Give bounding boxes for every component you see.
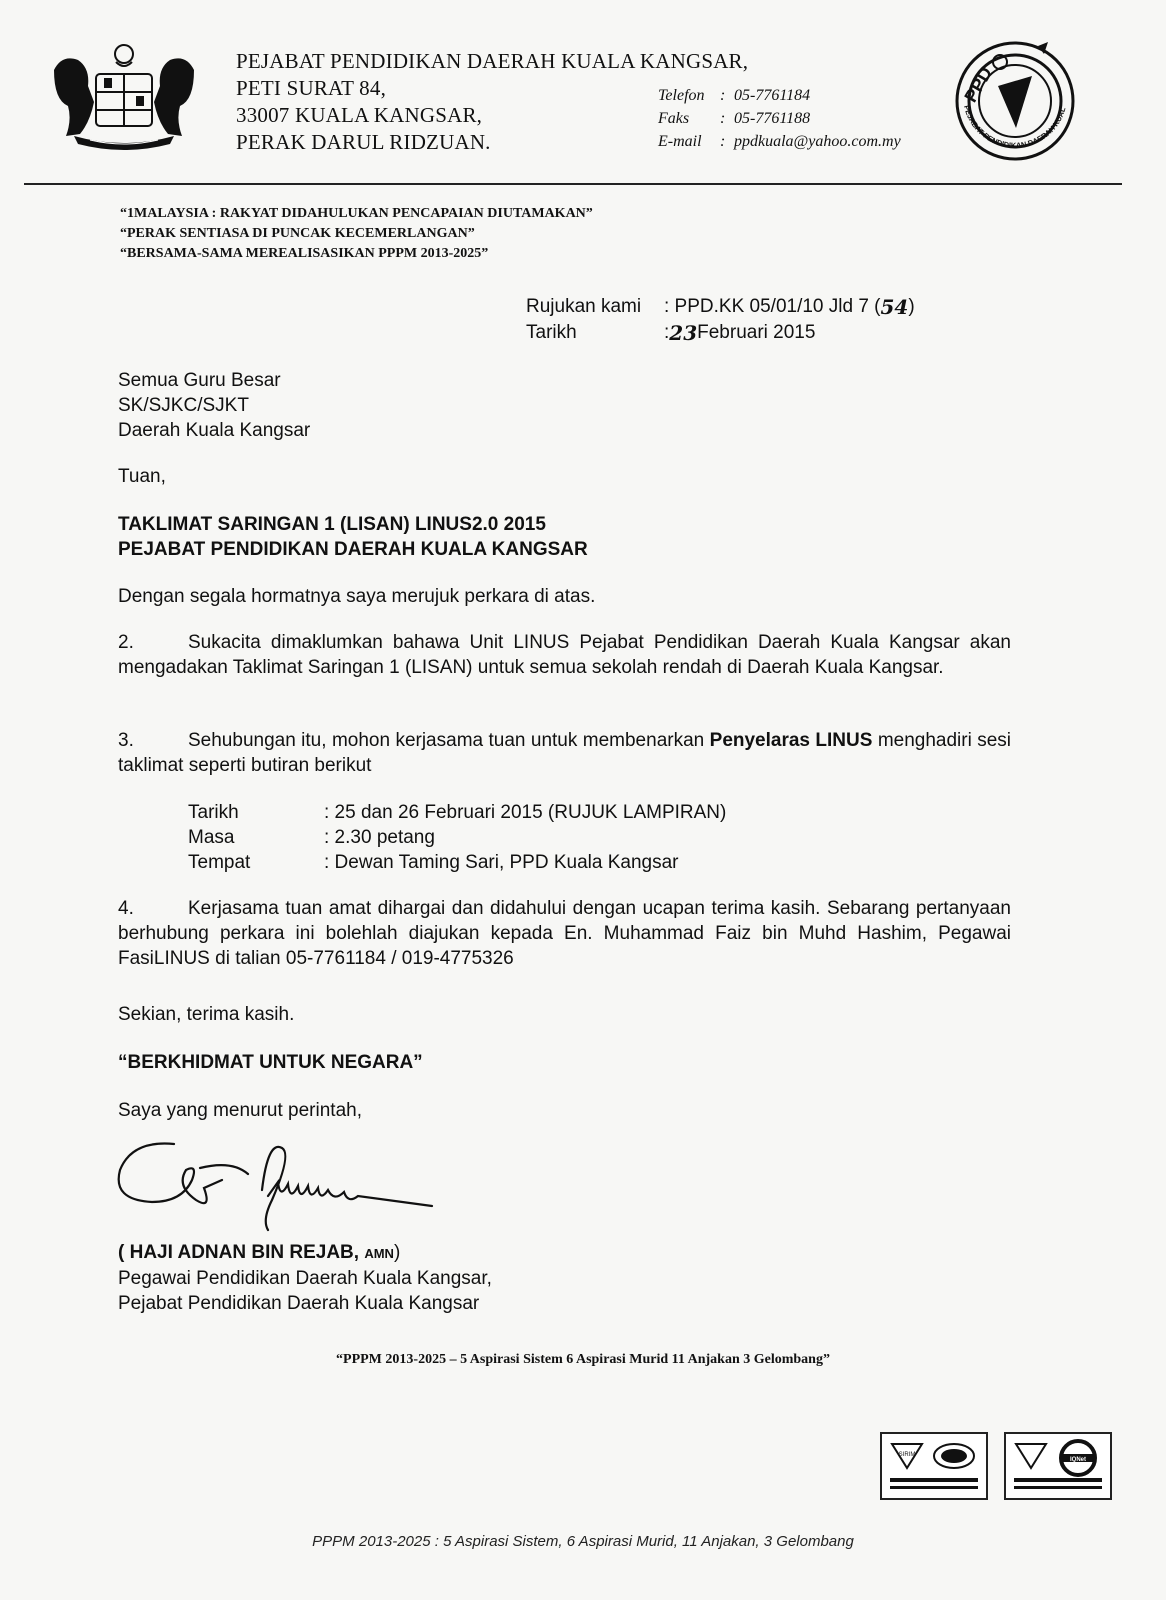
reference-handwritten: 54 bbox=[880, 295, 909, 319]
briefing-details bbox=[188, 800, 726, 875]
cert-label: IQNet bbox=[1069, 1457, 1087, 1463]
signatory-title: Pegawai Pendidikan Daerah Kuala Kangsar, bbox=[118, 1268, 492, 1289]
recipient-block bbox=[118, 368, 1011, 443]
header-divider bbox=[24, 183, 1122, 185]
date-row bbox=[526, 320, 915, 346]
signatory-name: ( HAJI ADNAN BIN REJAB, bbox=[118, 1242, 365, 1263]
letterhead-contact bbox=[658, 84, 901, 153]
reference-label: Rujukan kami bbox=[526, 296, 642, 317]
address-line: PERAK DARUL RIDZUAN. bbox=[236, 130, 491, 154]
signatory-block bbox=[118, 1240, 1011, 1316]
subject-line: TAKLIMAT SARINGAN 1 (LISAN) LINUS2.0 2015 bbox=[118, 514, 546, 535]
contact-row bbox=[658, 130, 901, 153]
paragraph-text: Sehubungan itu, mohon kerjasama tuan untuk membenarkan bbox=[188, 730, 710, 751]
sirim-cert-badge bbox=[880, 1432, 988, 1500]
paragraph-3 bbox=[118, 728, 1011, 778]
signatory-name-line bbox=[118, 1240, 1011, 1266]
coat-of-arms-logo bbox=[44, 40, 204, 155]
ppd-logo-ring-text: PEJABAT PENDIDIKAN DAERAH KUAL bbox=[961, 104, 1068, 150]
paragraph-bold: Penyelaras LINUS bbox=[709, 730, 873, 751]
contact-sep: : bbox=[720, 133, 726, 150]
signatory-close: ) bbox=[393, 1242, 401, 1263]
paragraph-text: Kerjasama tuan amat dihargai dan didahului dengan ucapan terima kasih. Sebarang pertanyaan berhubung perkara ini bolehlah diajukan kepada En. Muhammad Faiz bin Muhd Hashim, Pegawai FasiLINUS di talian 05-7761184 / 019-4775326 bbox=[118, 898, 1011, 969]
paragraph-text: Sukacita dimaklumkan bahawa Unit LINUS Pejabat Pendidikan Daerah Kuala Kangsar akan mengadakan Taklimat Saringan 1 (LISAN) untuk semua sekolah rendah di Daerah Kuala Kangsar. bbox=[118, 632, 1011, 678]
contact-sep: : bbox=[720, 110, 726, 127]
contact-row bbox=[658, 107, 901, 130]
cert-label: SIRIM bbox=[898, 1452, 916, 1458]
signature bbox=[112, 1130, 452, 1255]
motto: “BERKHIDMAT UNTUK NEGARA” bbox=[118, 1052, 423, 1073]
slogan-line: “PERAK SENTIASA DI PUNCAK KECEMERLANGAN” bbox=[120, 226, 475, 241]
detail-row bbox=[188, 800, 726, 825]
paragraph-4 bbox=[118, 896, 1011, 971]
footer-aspiration-bold: “PPPM 2013-2025 – 5 Aspirasi Sistem 6 Aspirasi Murid 11 Anjakan 3 Gelombang” bbox=[336, 1352, 830, 1367]
contact-value: ppdkuala@yahoo.com.my bbox=[734, 133, 901, 150]
reference-row bbox=[526, 294, 915, 320]
paragraph-number: 2. bbox=[118, 632, 134, 653]
paragraph-number: 4. bbox=[118, 898, 134, 919]
signatory-office: Pejabat Pendidikan Daerah Kuala Kangsar bbox=[118, 1293, 480, 1314]
contact-label: Telefon bbox=[658, 87, 705, 104]
signatory-honor: AMN bbox=[364, 1246, 394, 1261]
detail-label: Tempat bbox=[188, 852, 251, 873]
contact-label: E-mail bbox=[658, 133, 702, 150]
reference-value: : PPD.KK 05/01/10 Jld 7 ( bbox=[664, 296, 881, 317]
paragraph-1: Dengan segala hormatnya saya merujuk perkara di atas. bbox=[118, 586, 596, 607]
address-line: PETI SURAT 84, bbox=[236, 76, 387, 100]
contact-value: 05-7761188 bbox=[734, 110, 811, 127]
recipient-line: SK/SJKC/SJKT bbox=[118, 395, 249, 416]
detail-value: : 25 dan 26 Februari 2015 (RUJUK LAMPIRAN) bbox=[324, 802, 727, 823]
slogan-line: “1MALAYSIA : RAKYAT DIDAHULUKAN PENCAPAIAN DIUTAMAKAN” bbox=[120, 206, 593, 221]
paragraph-number: 3. bbox=[118, 730, 134, 751]
reference-block bbox=[526, 294, 915, 346]
detail-value: : Dewan Taming Sari, PPD Kuala Kangsar bbox=[324, 852, 679, 873]
ppd-logo bbox=[950, 36, 1080, 171]
footer-aspiration-italic: PPPM 2013-2025 : 5 Aspirasi Sistem, 6 Aspirasi Murid, 11 Anjakan, 3 Gelombang bbox=[312, 1533, 854, 1550]
recipient-line: Daerah Kuala Kangsar bbox=[118, 420, 311, 441]
subject-line: PEJABAT PENDIDIKAN DAERAH KUALA KANGSAR bbox=[118, 539, 588, 560]
subject-block bbox=[118, 512, 1011, 562]
salutation: Tuan, bbox=[118, 466, 166, 487]
closing: Sekian, terima kasih. bbox=[118, 1004, 295, 1025]
address-line: PEJABAT PENDIDIKAN DAERAH KUALA KANGSAR, bbox=[236, 49, 749, 73]
contact-row bbox=[658, 84, 901, 107]
slogans bbox=[120, 204, 593, 264]
iqnet-cert-badge bbox=[1004, 1432, 1112, 1500]
ppd-logo-text: PPD bbox=[960, 63, 997, 106]
address-line: 33007 KUALA KANGSAR, bbox=[236, 103, 483, 127]
contact-sep: : bbox=[720, 87, 726, 104]
date-value: Februari 2015 bbox=[697, 322, 816, 343]
date-label: Tarikh bbox=[526, 322, 577, 343]
sign-off: Saya yang menurut perintah, bbox=[118, 1100, 362, 1121]
contact-value: 05-7761184 bbox=[734, 87, 811, 104]
slogan-line: “BERSAMA-SAMA MEREALISASIKAN PPPM 2013-2025” bbox=[120, 246, 489, 261]
contact-label: Faks bbox=[658, 110, 690, 127]
paragraph-text: menghadiri sesi taklimat seperti butiran berikut bbox=[118, 730, 1012, 776]
detail-label: Masa bbox=[188, 827, 235, 848]
date-handwritten: 23 bbox=[669, 321, 698, 345]
detail-row bbox=[188, 825, 726, 850]
detail-value: : 2.30 petang bbox=[324, 827, 435, 848]
detail-label: Tarikh bbox=[188, 802, 239, 823]
reference-close: ) bbox=[908, 296, 915, 317]
paragraph-2 bbox=[118, 630, 1011, 680]
date-colon: : bbox=[664, 322, 670, 343]
detail-row bbox=[188, 850, 726, 875]
recipient-line: Semua Guru Besar bbox=[118, 370, 281, 391]
